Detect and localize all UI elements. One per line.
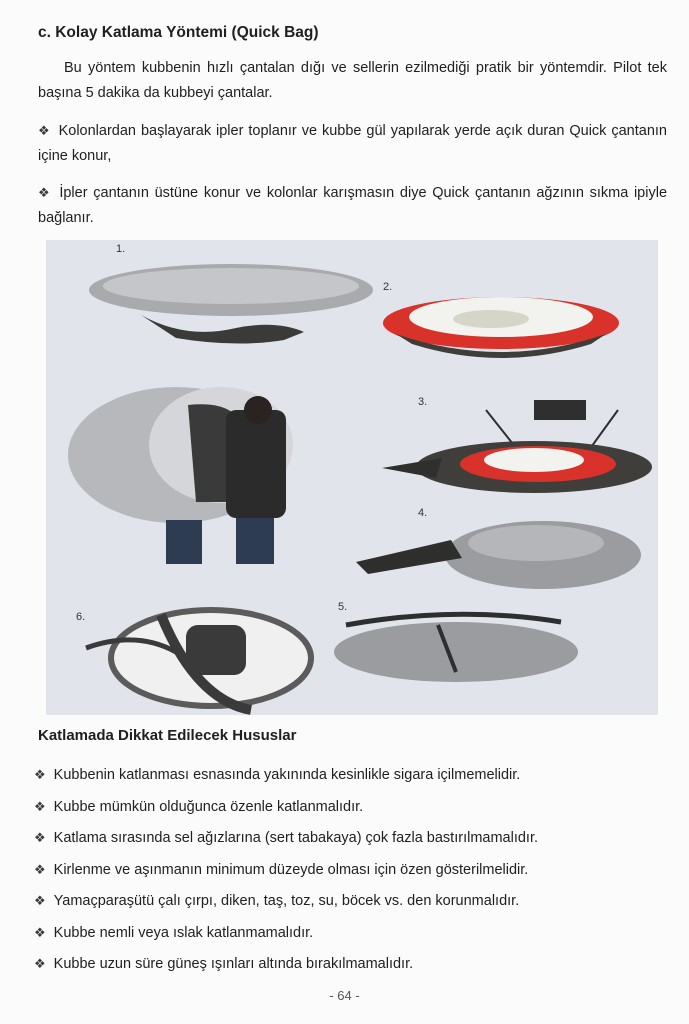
diamond-bullet-icon: ❖	[34, 767, 46, 782]
step-label: 5.	[338, 601, 348, 613]
precautions-title: Katlamada Dikkat Edilecek Hususlar	[38, 727, 297, 744]
list-item	[34, 763, 538, 795]
diamond-bullet-icon: ❖	[34, 830, 46, 845]
folding-steps-figure	[46, 240, 658, 715]
list-item	[34, 921, 538, 953]
diamond-bullet-icon: ❖	[38, 185, 52, 200]
list-item-text: Kubbenin katlanması esnasında yakınında kesinlikle sigara içilmemelidir.	[53, 767, 521, 783]
instruction-bullet	[38, 180, 667, 231]
step-label: 6.	[76, 611, 86, 623]
list-item	[34, 952, 538, 984]
diamond-bullet-icon: ❖	[34, 956, 46, 971]
list-item-text: Kubbe mümkün olduğunca özenle katlanmalıdır.	[53, 798, 364, 815]
list-item-text: Katlama sırasında sel ağızlarına (sert tabakaya) çok fazla bastırılmamalıdır.	[53, 830, 539, 846]
folding-steps-illustration	[46, 240, 658, 715]
diamond-bullet-icon: ❖	[38, 123, 51, 138]
list-item	[34, 889, 538, 921]
list-item-text: Kubbe nemli veya ıslak katlanmamalıdır.	[53, 924, 314, 941]
diamond-bullet-icon: ❖	[34, 861, 46, 877]
step-label: 1.	[116, 243, 126, 255]
step-label: 2.	[383, 281, 393, 293]
intro-paragraph: Bu yöntem kubbenin hızlı çantalan dığı ve sellerin ezilmediği pratik bir yöntemdir. Pilot tek başına 5 dakika da kubbeyi çantalar.	[38, 60, 667, 101]
list-item	[34, 858, 538, 890]
diamond-bullet-icon: ❖	[34, 798, 46, 814]
diamond-bullet-icon: ❖	[34, 893, 46, 908]
list-item	[34, 826, 538, 858]
diamond-bullet-icon: ❖	[34, 924, 46, 940]
instruction-text: Kolonlardan başlayarak ipler toplanır ve kubbe gül yapılarak yerde açık duran Quick çantanın içine konur,	[38, 123, 667, 164]
list-item-text: Kirlenme ve aşınmanın minimum düzeyde olması için özen gösterilmelidir.	[53, 861, 529, 878]
step-label: 4.	[418, 507, 428, 519]
section-heading: c. Kolay Katlama Yöntemi (Quick Bag)	[38, 24, 319, 41]
list-item-text: Yamaçparaşütü çalı çırpı, diken, taş, toz, su, böcek vs. den korunmalıdır.	[53, 893, 520, 909]
step-label: 3.	[418, 396, 428, 408]
page-number: - 64 -	[329, 988, 360, 1003]
precautions-list	[34, 763, 538, 984]
instruction-bullet	[38, 118, 667, 169]
list-item-text: Kubbe uzun süre güneş ışınları altında bırakılmamalıdır.	[53, 956, 414, 972]
list-item	[34, 795, 538, 827]
instruction-text: İpler çantanın üstüne konur ve kolonlar karışmasın diye Quick çantanın ağzının sıkma ipiyle bağlanır.	[38, 185, 668, 226]
